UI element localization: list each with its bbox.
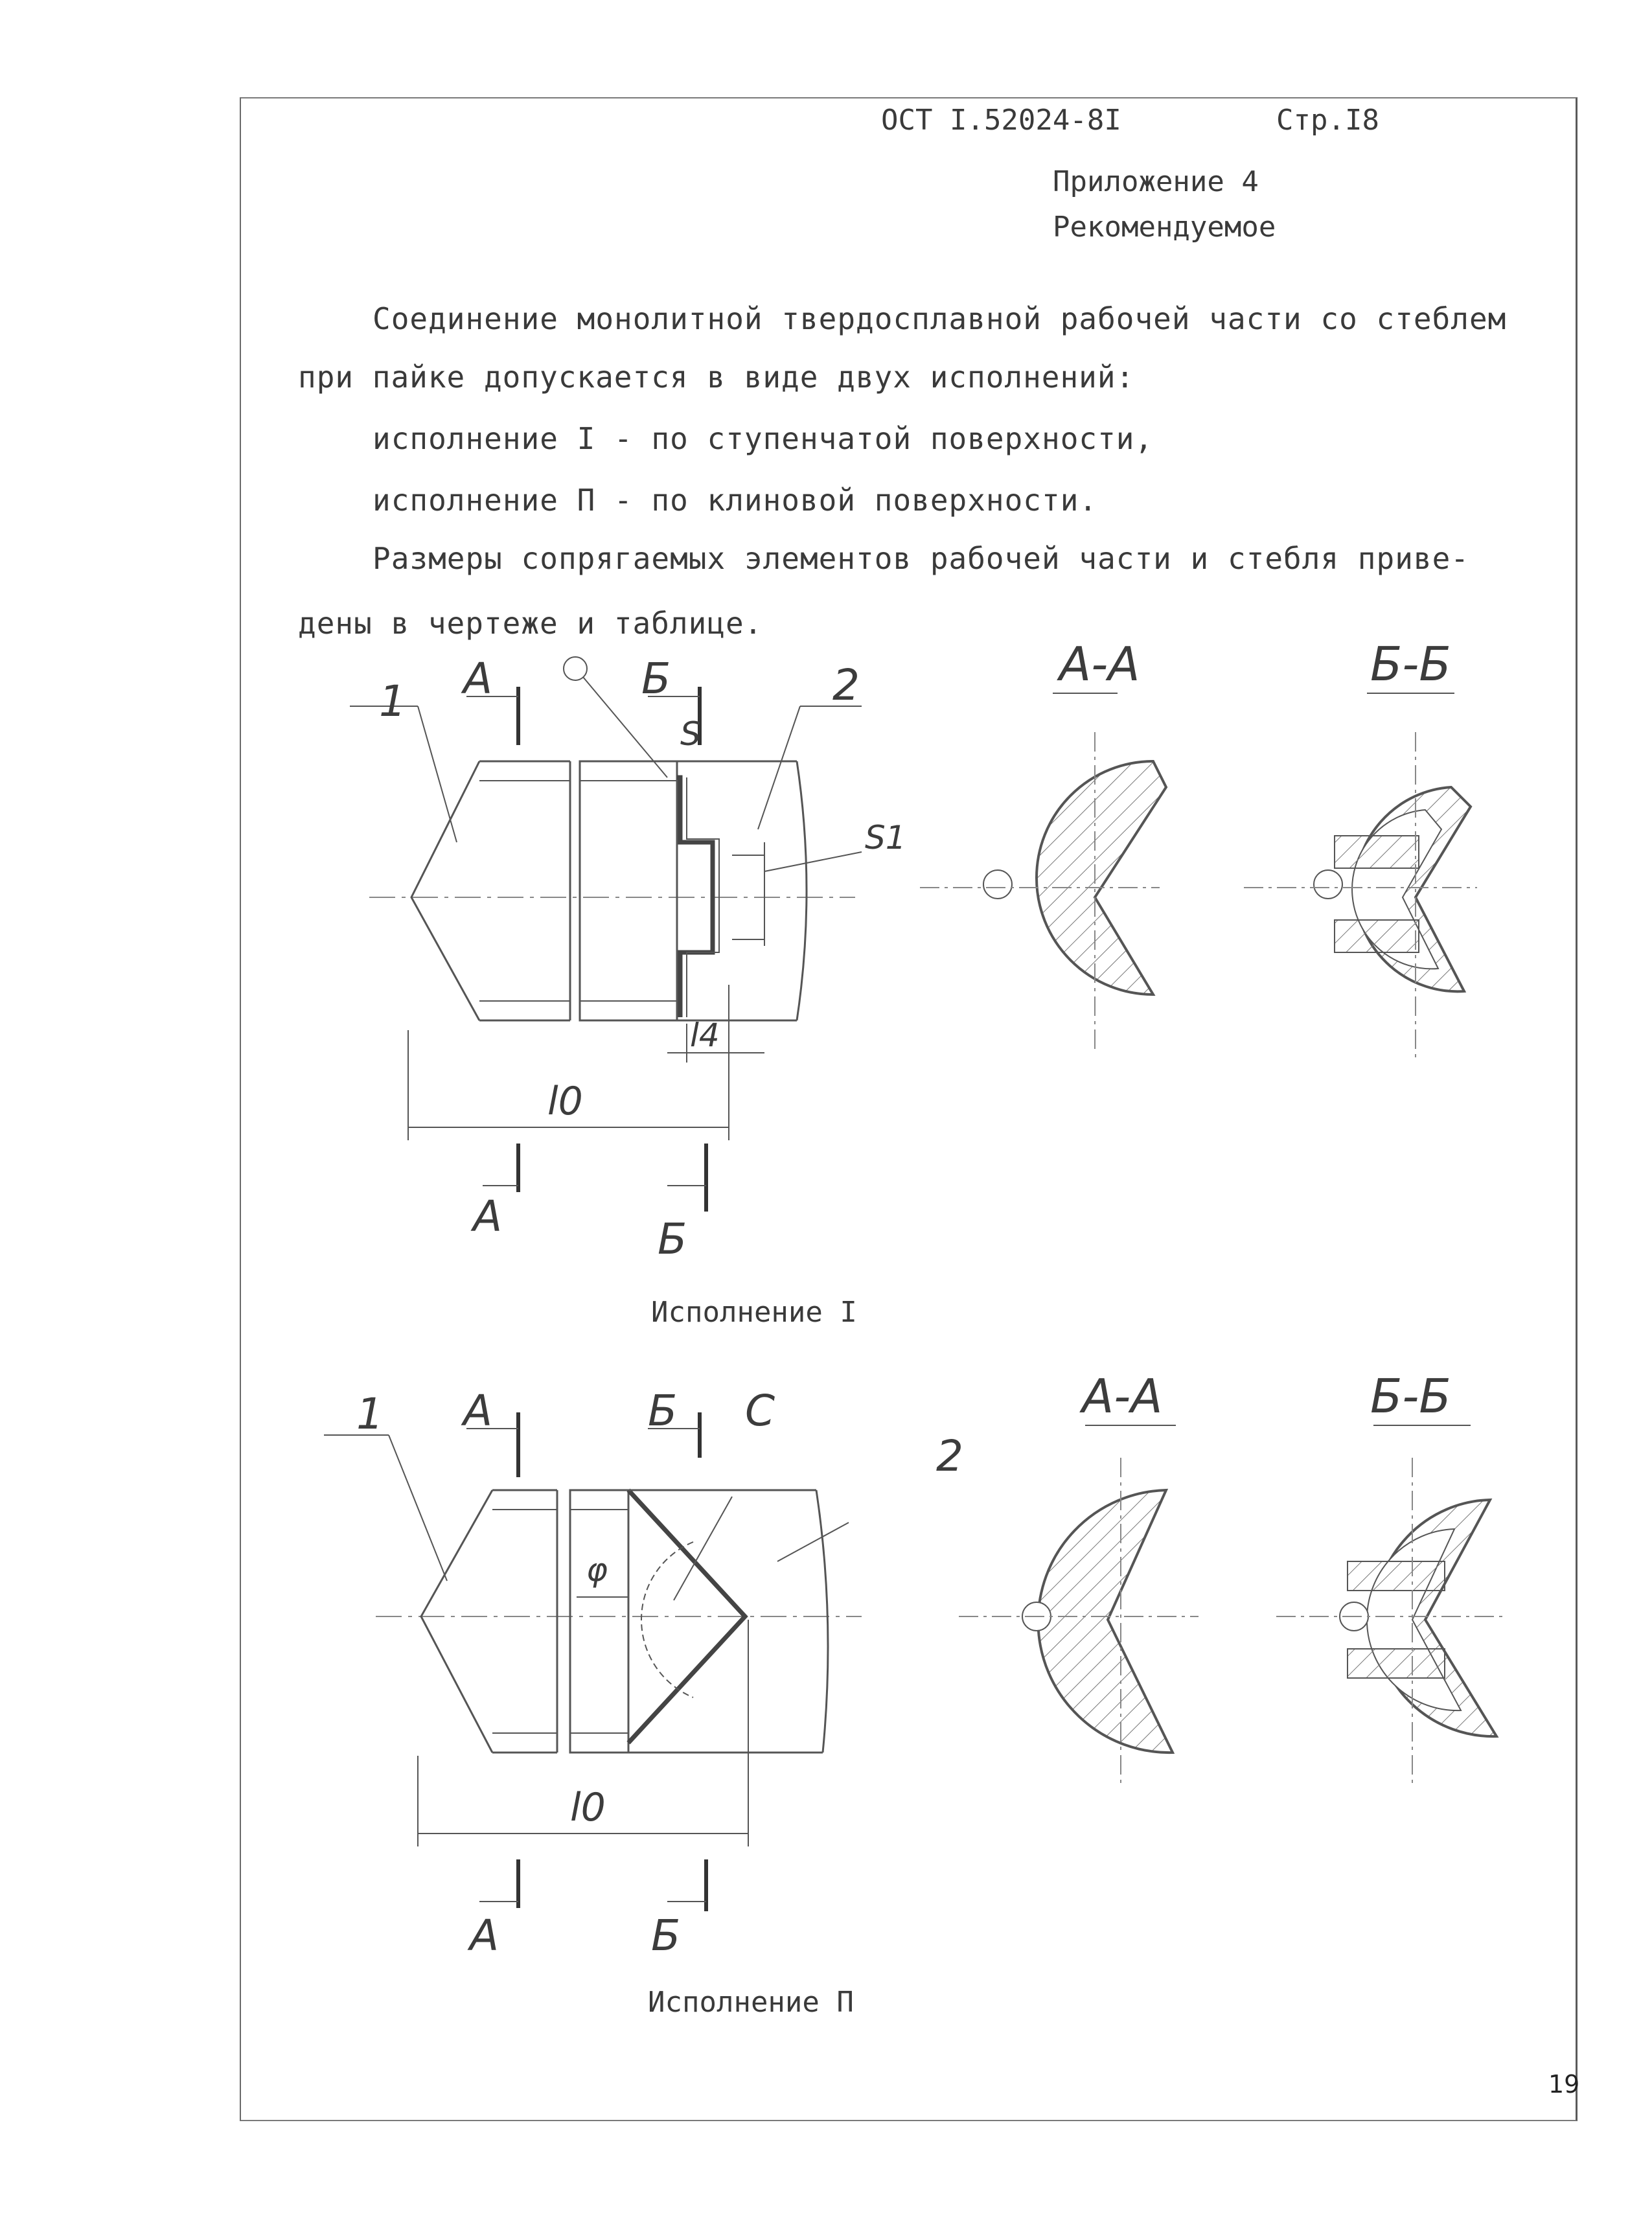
part-1-label: 1	[379, 676, 406, 726]
section-b-top-label: Б	[641, 654, 671, 704]
variant-two-caption: Исполнение П	[648, 1986, 854, 2019]
paragraph-line: при пайке допускается в виде двух исполнений:	[298, 360, 1135, 395]
dimension-l4-label: l4	[690, 1017, 720, 1054]
drawing-two-labels	[356, 1369, 1451, 1960]
section-aa-title: А-А	[1082, 1369, 1163, 1423]
status-label: Рекомендуемое	[1053, 211, 1276, 244]
variant-two-text: исполнение П - по клиновой поверхности.	[373, 483, 1098, 518]
paragraph-line: дены в чертеже и таблице.	[298, 606, 763, 641]
section-a-bottom-label: А	[470, 1911, 499, 1960]
section-b-bottom-label: Б	[651, 1911, 681, 1960]
drawing-one-side-view	[350, 657, 862, 1212]
drawing-one-labels	[379, 637, 1451, 1264]
part-2-label: 2	[832, 660, 860, 710]
paragraph-line: Размеры сопрягаемых элементов рабочей части и стебля приве-	[373, 541, 1469, 576]
drawing-two-section-aa	[959, 1425, 1199, 1788]
part-2-label: 2	[936, 1431, 963, 1481]
section-bb-title: Б-Б	[1370, 1369, 1451, 1423]
dimension-l0-label: l0	[570, 1785, 606, 1830]
paragraph-line: Соединение монолитной твердосплавной рабочей части со стеблем	[373, 301, 1507, 336]
part-1-label: 1	[356, 1389, 384, 1439]
section-a-top-label: А	[463, 1386, 493, 1436]
section-b-top-label: Б	[648, 1386, 678, 1436]
angle-phi-label: φ	[586, 1551, 608, 1589]
dimension-l0-label: l0	[547, 1079, 583, 1124]
surface-c-label: С	[745, 1386, 775, 1436]
section-aa-title: А-А	[1059, 637, 1140, 691]
drawing-two-side-view	[324, 1412, 862, 1911]
drawing-one-section-aa	[920, 693, 1166, 1050]
section-a-top-label: А	[463, 654, 493, 704]
variant-one-caption: Исполнение I	[651, 1296, 857, 1329]
drawing-one-section-bb	[1244, 693, 1477, 1063]
page-label: Стр.I8	[1276, 104, 1379, 137]
dimension-s-label: S	[680, 715, 701, 753]
section-b-bottom-label: Б	[658, 1214, 687, 1264]
variant-one-text: исполнение I - по ступенчатой поверхности,	[373, 421, 1154, 456]
standard-number: ОСТ I.52024-8I	[881, 104, 1121, 137]
section-a-bottom-label: А	[473, 1191, 503, 1241]
drawing-two-section-bb	[1276, 1425, 1503, 1788]
dimension-s1-label: S1	[865, 819, 906, 857]
section-bb-title: Б-Б	[1370, 637, 1451, 691]
sheet-number: 19	[1548, 2070, 1580, 2098]
appendix-label: Приложение 4	[1053, 165, 1259, 198]
